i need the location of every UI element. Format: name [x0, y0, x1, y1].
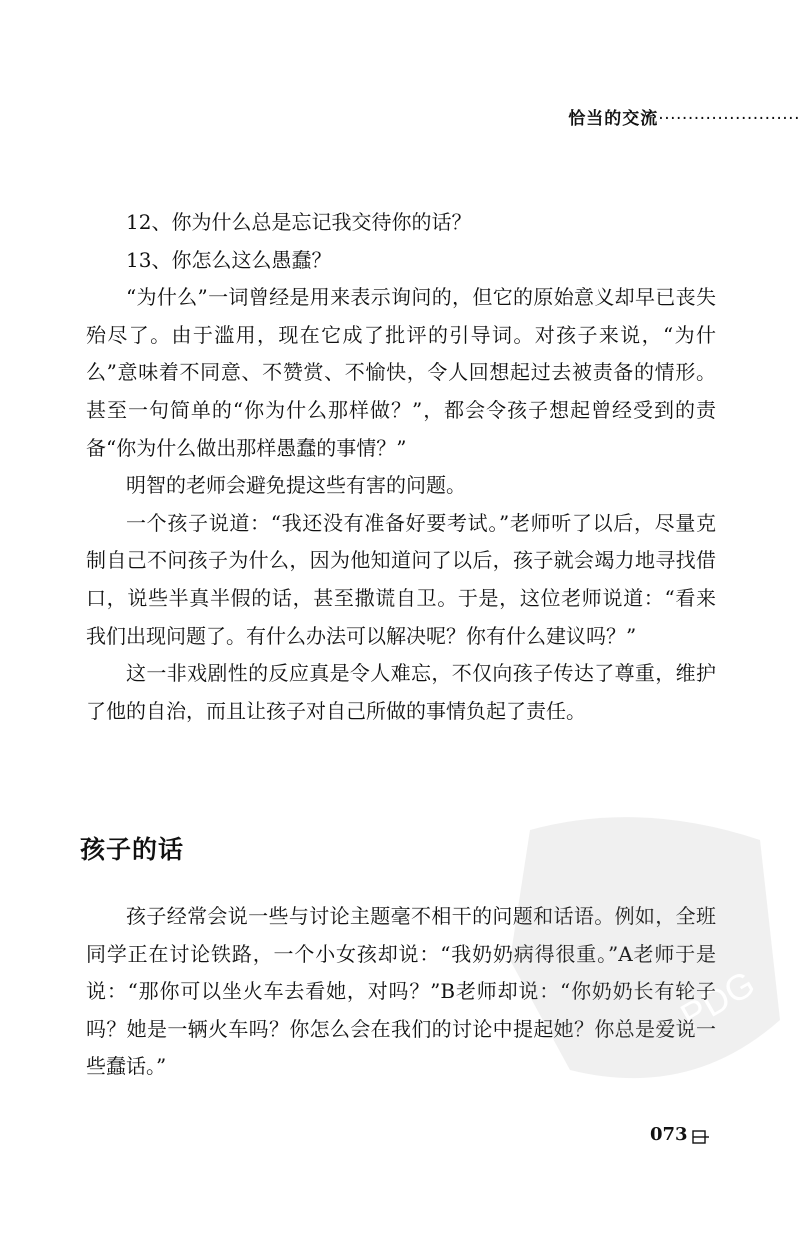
page-number-value: 073 [650, 1124, 688, 1145]
body-text [86, 204, 716, 730]
list-item-12: 12、你为什么总是忘记我交待你的话？ [126, 210, 472, 234]
page-mark-icon [692, 1128, 710, 1142]
page-number [650, 1124, 710, 1145]
paragraph-children-words: 孩子经常会说一些与讨论主题毫不相干的问题和话语。例如，全班同学正在讨论铁路，一个小女孩却说：“我奶奶病得很重。”A老师于是说：“那你可以坐火车去看她，对吗？”B老师却说：“你奶奶长有轮子吗？她是一辆火车吗？你怎么会在我们的讨论中提起她？你总是爱说一些蠢话。” [86, 904, 716, 1079]
paragraph-exam-example: 一个孩子说道：“我还没有准备好要考试。”老师听了以后，尽量克制自己不问孩子为什么，因为他知道问了以后，孩子就会竭力地寻找借口，说些半真半假的话，甚至撒谎自卫。于是，这位老师说道：“看来我们出现问题了。有什么办法可以解决呢？你有什么建议吗？” [86, 510, 716, 648]
paragraph-non-dramatic-response: 这一非戏剧性的反应真是令人难忘，不仅向孩子传达了尊重，维护了他的自治，而且让孩子对自己所做的事情负起了责任。 [86, 661, 716, 723]
running-header [568, 104, 800, 129]
paragraph-wise-teacher: 明智的老师会避免提这些有害的问题。 [126, 473, 466, 498]
paragraph-why-word: “为什么”一词曾经是用来表示询问的，但它的原始意义却早已丧失殆尽了。由于滥用，现在它成了批评的引导词。对孩子来说，“为什么”意味着不同意、不赞赏、不愉快，令人回想起过去被责备的情形。甚至一句简单的“你为什么那样做？”，都会令孩子想起曾经受到的责备“你为什么做出那样愚蠢的事情？” [86, 285, 716, 460]
section-heading: 孩子的话 [80, 835, 185, 864]
running-title: 恰当的交流 [568, 109, 659, 129]
watermark-text: PDG [673, 962, 762, 1037]
header-leader-dots: ························ [658, 109, 800, 129]
list-item-13: 13、你怎么这么愚蠢？ [126, 247, 332, 272]
section-body-text [86, 898, 716, 1086]
